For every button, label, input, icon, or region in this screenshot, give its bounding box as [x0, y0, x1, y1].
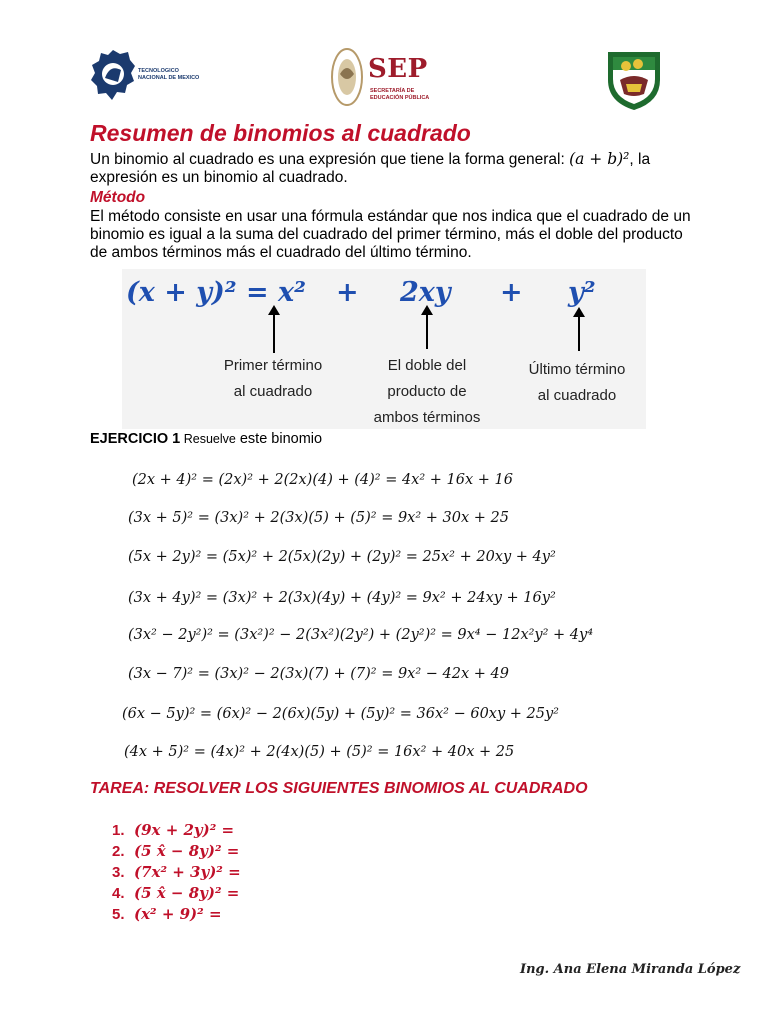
homework-item — [112, 821, 234, 839]
homework-item-number: 5. — [112, 906, 125, 923]
homework-item-expression: (x² + 9)² = — [134, 905, 222, 923]
equation-line: (4x + 5)² = (4x)² + 2(4x)(5) + (5)² = 16x² + 40x + 25 — [124, 744, 515, 760]
label-mid-line-3: ambos términos — [373, 409, 481, 426]
sep-subtitle: SECRETARÍA DE EDUCACIÓN PÚBLICA — [370, 88, 430, 101]
diagram-plus-1: + — [336, 277, 359, 308]
homework-item — [112, 905, 222, 923]
method-text: El método consiste en usar una fórmula estándar que nos indica que el cuadrado de un binomio es igual a la suma del cuadrado del primer término, más el doble del producto de ambos términos más el cuadrado del último término. — [90, 208, 691, 261]
label-first-line-1: Primer término — [223, 357, 323, 374]
tecnm-emblem-icon — [90, 48, 136, 104]
exercise-heading — [90, 431, 322, 447]
label-middle-term — [362, 353, 492, 431]
equation-line: (3x² − 2y²)² = (3x²)² − 2(3x²)(2y²) + (2y²)² = 9x⁴ − 12x²y² + 4y⁴ — [128, 627, 594, 643]
homework-item — [112, 863, 241, 881]
diagram-last-term: y² — [568, 277, 596, 308]
homework-item-number: 1. — [112, 822, 125, 839]
mexico-shield-icon — [330, 44, 364, 110]
page-title: Resumen de binomios al cuadrado — [90, 120, 471, 146]
equation-line: (2x + 4)² = (2x)² + 2(2x)(4) + (4)² = 4x² + 16x + 16 — [132, 472, 513, 488]
homework-item — [112, 842, 239, 860]
arrow-up-icon — [426, 313, 428, 349]
label-last-line-1: Último término — [528, 361, 626, 378]
diagram-plus-2: + — [500, 277, 523, 308]
label-mid-line-2: producto de — [387, 383, 467, 400]
intro-formula: (a + b)² — [569, 150, 630, 168]
exercise-instruction-small: Resuelve — [180, 432, 236, 446]
arrow-up-icon — [578, 315, 580, 351]
label-last-term — [512, 357, 642, 409]
sep-wordmark: SEP — [368, 54, 428, 84]
equation-line: (3x + 5)² = (3x)² + 2(3x)(5) + (5)² = 9x² + 30x + 25 — [128, 510, 509, 526]
crest-shield-icon — [604, 46, 664, 112]
intro-text-after: , la expresión es un binomio al cuadrado. — [90, 151, 651, 186]
homework-item-expression: (9x + 2y)² = — [134, 821, 235, 839]
arrow-up-icon — [273, 313, 275, 353]
logo-bar — [0, 40, 768, 120]
exercise-instruction: este binomio — [235, 431, 323, 447]
homework-item-expression: (5 x̂ − 8y)² = — [134, 884, 240, 902]
homework-item — [112, 884, 239, 902]
homework-heading: TAREA: RESOLVER LOS SIGUIENTES BINOMIOS AL CUADRADO — [90, 780, 588, 797]
equation-line: (6x − 5y)² = (6x)² − 2(6x)(5y) + (5y)² = 36x² − 60xy + 25y² — [122, 706, 559, 722]
method-heading: Método — [90, 189, 146, 206]
diagram-middle-term: 2xy — [400, 277, 451, 308]
homework-item-number: 2. — [112, 843, 125, 860]
label-first-line-2: al cuadrado — [233, 383, 313, 400]
diagram-lhs: (x + y)² = x² — [126, 277, 306, 308]
equation-line: (3x − 7)² = (3x)² − 2(3x)(7) + (7)² = 9x² − 42x + 49 — [128, 666, 509, 682]
tecnm-name: TECNOLOGICO NACIONAL DE MEXICO — [138, 68, 200, 81]
homework-item-number: 3. — [112, 864, 125, 881]
label-first-term — [208, 353, 338, 405]
school-crest-logo — [604, 46, 664, 112]
equation-line: (3x + 4y)² = (3x)² + 2(3x)(4y) + (4y)² = 9x² + 24xy + 16y² — [128, 590, 556, 606]
homework-item-expression: (7x² + 3y)² = — [134, 863, 241, 881]
label-mid-line-1: El doble del — [387, 357, 467, 374]
intro-text-before: Un binomio al cuadrado es una expresión que tiene la forma general: — [90, 151, 570, 168]
tecnm-logo — [90, 48, 200, 104]
label-last-line-2: al cuadrado — [537, 387, 617, 404]
author-signature: Ing. Ana Elena Miranda López — [520, 962, 741, 977]
homework-item-expression: (5 x̂ − 8y)² = — [134, 842, 240, 860]
equation-line: (5x + 2y)² = (5x)² + 2(5x)(2y) + (2y)² = 25x² + 20xy + 4y² — [128, 549, 556, 565]
intro-paragraph — [90, 150, 702, 187]
exercise-label: EJERCICIO 1 — [90, 431, 181, 447]
formula-diagram — [122, 269, 646, 429]
homework-item-number: 4. — [112, 885, 125, 902]
sep-logo — [330, 44, 450, 114]
